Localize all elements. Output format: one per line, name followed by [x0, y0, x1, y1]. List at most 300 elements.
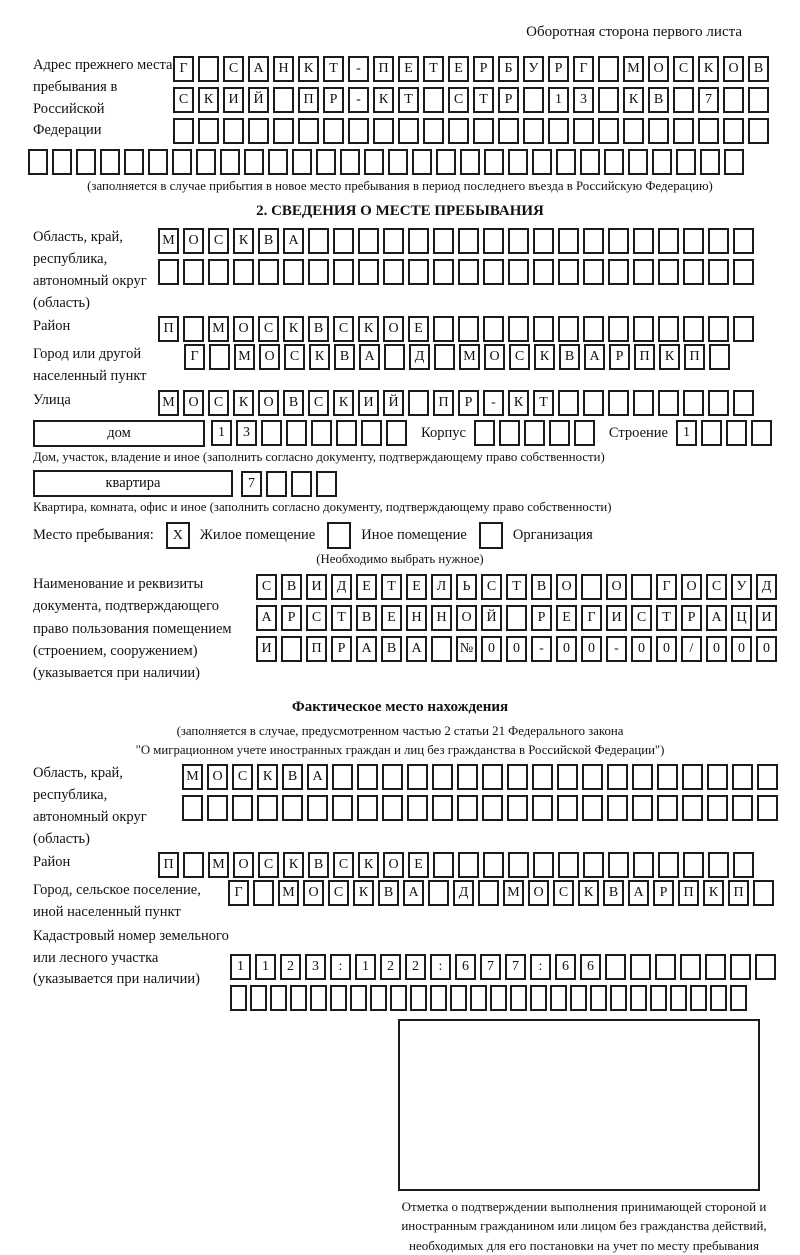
char-box: [358, 259, 379, 285]
char-box: [474, 420, 495, 446]
char-box: Е: [556, 605, 577, 631]
char-box: [290, 985, 307, 1011]
char-box: Й: [248, 87, 269, 113]
char-box: Ь: [456, 574, 477, 600]
char-box: О: [183, 390, 204, 416]
char-box: [483, 852, 504, 878]
char-box: О: [383, 852, 404, 878]
char-box: С: [328, 880, 349, 906]
house-type-box: дом: [33, 420, 205, 447]
char-box: П: [678, 880, 699, 906]
char-box: [172, 149, 192, 175]
char-box: 6: [455, 954, 476, 980]
char-box: С: [631, 605, 652, 631]
char-box: [633, 852, 654, 878]
char-box: [433, 259, 454, 285]
char-box: С: [173, 87, 194, 113]
char-box: [332, 764, 353, 790]
char-box: [557, 764, 578, 790]
char-box: [673, 118, 694, 144]
option-organization-label: Организация: [512, 527, 593, 544]
char-box: А: [307, 764, 328, 790]
char-box: Е: [406, 574, 427, 600]
char-box: [707, 764, 728, 790]
char-box: [682, 764, 703, 790]
char-box: [655, 954, 676, 980]
char-box: 1: [548, 87, 569, 113]
char-box: [550, 985, 567, 1011]
char-box: А: [406, 636, 427, 662]
char-box: К: [358, 852, 379, 878]
char-box: [698, 118, 719, 144]
char-box: 0: [481, 636, 502, 662]
char-box: Р: [323, 87, 344, 113]
field-region: [0, 227, 800, 314]
char-box: Г: [581, 605, 602, 631]
char-box: [433, 228, 454, 254]
char-box: [556, 149, 576, 175]
char-box: [507, 795, 528, 821]
char-box: С: [223, 56, 244, 82]
char-box: [708, 390, 729, 416]
char-box: [286, 420, 307, 446]
char-box: 0: [631, 636, 652, 662]
char-box: [604, 149, 624, 175]
char-box: [307, 795, 328, 821]
char-box: [757, 795, 778, 821]
char-box: [726, 420, 747, 446]
char-box: [608, 390, 629, 416]
char-box: А: [628, 880, 649, 906]
char-box: М: [208, 316, 229, 342]
char-box: [583, 852, 604, 878]
char-box: К: [358, 316, 379, 342]
char-box: [483, 316, 504, 342]
char-box: [209, 344, 230, 370]
char-box: П: [728, 880, 749, 906]
char-box: [757, 764, 778, 790]
char-box: [590, 985, 607, 1011]
char-box: [508, 852, 529, 878]
region-row-1: [158, 228, 758, 254]
char-box: [608, 259, 629, 285]
char-box: [373, 118, 394, 144]
char-box: [408, 259, 429, 285]
field-cadastre: [0, 926, 800, 1011]
char-box: О: [258, 390, 279, 416]
char-box: [730, 954, 751, 980]
char-box: [707, 795, 728, 821]
char-box: [388, 149, 408, 175]
char-box: И: [256, 636, 277, 662]
char-box: [676, 149, 696, 175]
char-box: [652, 149, 672, 175]
char-box: М: [208, 852, 229, 878]
char-box: [598, 87, 619, 113]
char-box: [364, 149, 384, 175]
char-box: [350, 985, 367, 1011]
char-box: А: [356, 636, 377, 662]
char-box: [523, 87, 544, 113]
char-box: [76, 149, 96, 175]
char-box: [573, 118, 594, 144]
char-box: А: [248, 56, 269, 82]
char-box: [709, 344, 730, 370]
street-label: Улица: [33, 391, 71, 408]
char-box: С: [306, 605, 327, 631]
char-box: А: [256, 605, 277, 631]
char-box: В: [748, 56, 769, 82]
char-box: [633, 228, 654, 254]
checkbox-organization: [479, 522, 503, 549]
char-box: [708, 316, 729, 342]
char-box: [390, 985, 407, 1011]
char-box: О: [233, 316, 254, 342]
region-row-2: [158, 259, 758, 285]
char-box: К: [283, 852, 304, 878]
char-box: М: [503, 880, 524, 906]
char-box: [605, 954, 626, 980]
char-box: [574, 420, 595, 446]
char-box: К: [298, 56, 319, 82]
field-house: [33, 420, 800, 447]
option-residential-label: Жилое помещение: [199, 527, 316, 544]
char-box: [382, 795, 403, 821]
char-box: [683, 852, 704, 878]
district-label: Район: [33, 318, 71, 335]
char-box: :: [530, 954, 551, 980]
korpus-cells: [474, 420, 599, 446]
char-box: Г: [573, 56, 594, 82]
actual-region-row-1: [182, 764, 782, 790]
document-row-2: [256, 605, 781, 631]
char-box: Д: [756, 574, 777, 600]
char-box: [632, 795, 653, 821]
char-box: 1: [676, 420, 697, 446]
char-box: К: [283, 316, 304, 342]
char-box: [723, 118, 744, 144]
document-row-1: [256, 574, 781, 600]
actual-city-row: [228, 880, 778, 906]
char-box: [408, 228, 429, 254]
char-box: [583, 316, 604, 342]
option-other-premises-label: Иное помещение: [361, 527, 467, 544]
char-box: Т: [533, 390, 554, 416]
char-box: С: [673, 56, 694, 82]
previous-address-label: Адрес прежнего места пребывания в Российской Федерации: [33, 57, 173, 139]
field-actual-city: [0, 880, 800, 924]
char-box: М: [234, 344, 255, 370]
char-box: [248, 118, 269, 144]
char-box: У: [523, 56, 544, 82]
apartment-note: Квартира, комната, офис и иное (заполнить согласно документу, подтверждающему право собственности): [33, 500, 612, 515]
char-box: [198, 118, 219, 144]
char-box: [733, 852, 754, 878]
char-box: В: [603, 880, 624, 906]
char-box: [431, 636, 452, 662]
section2-title: 2. СВЕДЕНИЯ О МЕСТЕ ПРЕБЫВАНИЯ: [256, 203, 544, 220]
char-box: [680, 954, 701, 980]
char-box: [158, 259, 179, 285]
field-city: [0, 344, 800, 388]
char-box: :: [330, 954, 351, 980]
char-box: Н: [406, 605, 427, 631]
char-box: Д: [409, 344, 430, 370]
char-box: [608, 316, 629, 342]
char-box: [428, 880, 449, 906]
char-box: [348, 118, 369, 144]
char-box: [433, 316, 454, 342]
char-box: [458, 259, 479, 285]
char-box: [207, 795, 228, 821]
actual-location-title: Фактическое место нахождения: [291, 698, 509, 715]
char-box: Р: [609, 344, 630, 370]
char-box: [683, 390, 704, 416]
char-box: [232, 795, 253, 821]
char-box: [583, 390, 604, 416]
char-box: [658, 390, 679, 416]
char-box: Р: [281, 605, 302, 631]
char-box: [499, 420, 520, 446]
stamp-area: [398, 1019, 770, 1255]
char-box: [581, 574, 602, 600]
char-box: [598, 56, 619, 82]
char-box: -: [531, 636, 552, 662]
char-box: [633, 259, 654, 285]
char-box: [398, 118, 419, 144]
char-box: [657, 764, 678, 790]
char-box: [607, 795, 628, 821]
char-box: [658, 316, 679, 342]
char-box: [548, 118, 569, 144]
char-box: [291, 471, 312, 497]
previous-address-row-2: [173, 87, 773, 113]
actual-region-row-2: [182, 795, 782, 821]
char-box: 0: [581, 636, 602, 662]
char-box: М: [623, 56, 644, 82]
field-document: [0, 573, 800, 685]
char-box: В: [334, 344, 355, 370]
char-box: С: [333, 316, 354, 342]
char-box: [708, 852, 729, 878]
char-box: К: [233, 228, 254, 254]
apartment-type-box: квартира: [33, 470, 233, 497]
char-box: [580, 149, 600, 175]
char-box: [700, 149, 720, 175]
char-box: [708, 259, 729, 285]
char-box: О: [556, 574, 577, 600]
char-box: [100, 149, 120, 175]
field-actual-region: [0, 763, 800, 850]
field-actual-district: [0, 852, 800, 878]
char-box: [308, 228, 329, 254]
char-box: 6: [555, 954, 576, 980]
cadastre-label: Кадастровый номер земельного или лесного участка (указывается при наличии): [33, 927, 229, 988]
char-box: [458, 228, 479, 254]
char-box: [673, 87, 694, 113]
char-box: 7: [505, 954, 526, 980]
char-box: В: [356, 605, 377, 631]
char-box: [436, 149, 456, 175]
char-box: И: [306, 574, 327, 600]
char-box: [683, 228, 704, 254]
char-box: [183, 316, 204, 342]
char-box: С: [258, 852, 279, 878]
char-box: [508, 228, 529, 254]
char-box: [407, 795, 428, 821]
char-box: [751, 420, 772, 446]
char-box: 0: [506, 636, 527, 662]
char-box: [582, 795, 603, 821]
field-stay-type: [33, 522, 800, 549]
char-box: Г: [656, 574, 677, 600]
char-box: В: [283, 390, 304, 416]
char-box: [549, 420, 570, 446]
char-box: [705, 954, 726, 980]
char-box: Т: [331, 605, 352, 631]
char-box: К: [353, 880, 374, 906]
char-box: [724, 149, 744, 175]
char-box: [482, 795, 503, 821]
char-box: [408, 390, 429, 416]
char-box: [336, 420, 357, 446]
previous-address-row-3: [173, 118, 773, 144]
char-box: Р: [548, 56, 569, 82]
char-box: [633, 390, 654, 416]
char-box: [570, 985, 587, 1011]
char-box: И: [223, 87, 244, 113]
char-box: [386, 420, 407, 446]
char-box: Й: [383, 390, 404, 416]
char-box: [460, 149, 480, 175]
char-box: Т: [398, 87, 419, 113]
char-box: Б: [498, 56, 519, 82]
char-box: [434, 344, 455, 370]
char-box: В: [559, 344, 580, 370]
char-box: 7: [480, 954, 501, 980]
char-box: [183, 259, 204, 285]
field-apartment: [33, 470, 800, 497]
char-box: -: [348, 87, 369, 113]
char-box: О: [648, 56, 669, 82]
char-box: [558, 259, 579, 285]
page-side-note: Оборотная сторона первого листа: [526, 24, 742, 40]
actual-city-label: Город, сельское поселение, иной населенный пункт: [33, 882, 201, 921]
char-box: [732, 795, 753, 821]
char-box: /: [681, 636, 702, 662]
char-box: [423, 118, 444, 144]
char-box: [631, 574, 652, 600]
char-box: [28, 149, 48, 175]
actual-district-label: Район: [33, 854, 71, 871]
char-box: Г: [228, 880, 249, 906]
char-box: :: [430, 954, 451, 980]
char-box: [316, 471, 337, 497]
char-box: К: [703, 880, 724, 906]
stay-type-note: (Необходимо выбрать нужное): [316, 552, 484, 567]
char-box: [384, 344, 405, 370]
char-box: М: [182, 764, 203, 790]
char-box: [607, 764, 628, 790]
char-box: [430, 985, 447, 1011]
char-box: [407, 764, 428, 790]
char-box: [733, 390, 754, 416]
char-box: В: [308, 852, 329, 878]
char-box: [508, 316, 529, 342]
char-box: [708, 228, 729, 254]
char-box: [483, 259, 504, 285]
char-box: К: [333, 390, 354, 416]
checkbox-residential: X: [166, 522, 190, 549]
char-box: [357, 764, 378, 790]
char-box: [250, 985, 267, 1011]
char-box: [183, 852, 204, 878]
char-box: К: [233, 390, 254, 416]
char-box: [506, 605, 527, 631]
char-box: [733, 316, 754, 342]
char-box: [266, 471, 287, 497]
char-box: А: [584, 344, 605, 370]
char-box: [410, 985, 427, 1011]
char-box: [230, 985, 247, 1011]
char-box: [670, 985, 687, 1011]
char-box: С: [553, 880, 574, 906]
char-box: [623, 118, 644, 144]
char-box: [710, 985, 727, 1011]
char-box: [473, 118, 494, 144]
char-box: [610, 985, 627, 1011]
char-box: Т: [506, 574, 527, 600]
char-box: -: [483, 390, 504, 416]
char-box: [558, 390, 579, 416]
char-box: [253, 880, 274, 906]
char-box: [173, 118, 194, 144]
char-box: [282, 795, 303, 821]
previous-address-row-4: [28, 149, 800, 175]
char-box: 0: [756, 636, 777, 662]
char-box: Р: [531, 605, 552, 631]
apartment-number-cells: [241, 471, 341, 497]
char-box: [458, 316, 479, 342]
stroenie-cells: [676, 420, 776, 446]
char-box: [482, 764, 503, 790]
char-box: А: [403, 880, 424, 906]
char-box: П: [158, 316, 179, 342]
char-box: П: [433, 390, 454, 416]
char-box: [470, 985, 487, 1011]
char-box: [220, 149, 240, 175]
char-box: В: [378, 880, 399, 906]
char-box: [733, 259, 754, 285]
char-box: Т: [323, 56, 344, 82]
actual-district-row: [158, 852, 758, 878]
char-box: И: [606, 605, 627, 631]
char-box: В: [282, 764, 303, 790]
char-box: С: [208, 228, 229, 254]
char-box: [755, 954, 776, 980]
char-box: [478, 880, 499, 906]
house-number-cells: [211, 420, 411, 446]
char-box: [532, 764, 553, 790]
previous-address-row-1: [173, 56, 773, 82]
char-box: В: [258, 228, 279, 254]
document-label: Наименование и реквизиты документа, подтверждающего право пользования помещением (строением, сооружением) (указывается при наличии): [33, 575, 232, 682]
stay-type-label: Место пребывания:: [33, 527, 154, 544]
char-box: [258, 259, 279, 285]
district-row: [158, 316, 758, 342]
char-box: [558, 852, 579, 878]
char-box: К: [309, 344, 330, 370]
